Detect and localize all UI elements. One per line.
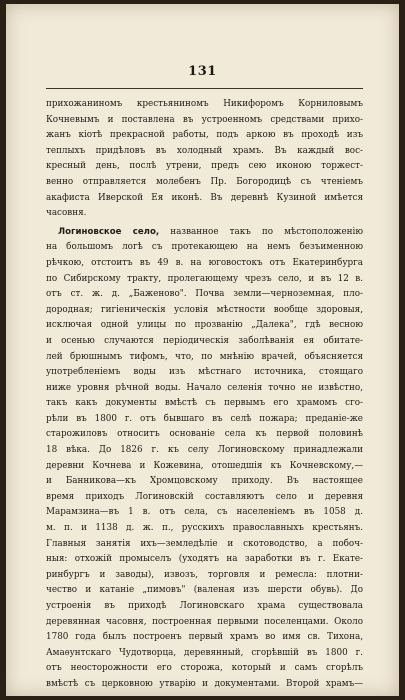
text-line: отъ неосторожности его сторожа, который и самъ сгорѣлъ bbox=[46, 663, 363, 674]
text-line: ниже уровня рѣчной воды. Начало селенія точно не извѣстно, bbox=[46, 382, 363, 393]
text-line: время приходъ Логиновскій составляютъ село и деревня bbox=[46, 491, 363, 502]
text-line: чество и катаніе „пимовъ" (валеная изъ шерсти обувь). До bbox=[46, 585, 363, 596]
page-number: 131 bbox=[188, 64, 217, 79]
text-line: такъ какъ документы вмѣстѣ съ первымъ его храмомъ сго- bbox=[46, 398, 363, 409]
text-line: теплыхъ придѣловъ въ холодный храмъ. Въ каждый вос- bbox=[46, 145, 363, 156]
text-line: Кочневымъ и поставлена въ устроенномъ средствами прихо- bbox=[46, 114, 363, 125]
text-line: ринбургъ и заводы), извозъ, торговля и ремесла: плотни- bbox=[46, 569, 363, 580]
text-line: рѣчкою, отстоитъ въ 49 в. на юговостокъ отъ Екатеринбурга bbox=[46, 257, 363, 268]
paragraph-2 bbox=[46, 225, 363, 693]
text-line: и осенью случаются періодическія заболѣванія ея обитате- bbox=[46, 335, 363, 346]
text-line: м. п. и 1138 д. ж. п., русскихъ православныхъ крестьянъ. bbox=[46, 523, 363, 534]
text-line: 18 вѣка. До 1826 г. къ селу Логиновскому принадлежали bbox=[46, 445, 363, 456]
text-line: устроенія въ приходѣ Логиновскаго храма существовала bbox=[46, 601, 363, 611]
text-line: Амаѳунтскаго Чудотворца, деревянный, сгорѣвшій въ 1800 г. bbox=[46, 647, 363, 658]
paragraph-1 bbox=[46, 97, 363, 222]
text-line: старожиловъ относитъ основаніе села къ первой половинѣ bbox=[46, 429, 363, 440]
text-line: дородная; гигіеническія условія мѣстности вообще здоровыя, bbox=[46, 304, 363, 315]
text-line: прихожаниномъ крестьяниномъ Никифоромъ Корниловымъ bbox=[46, 99, 363, 109]
text-line: Марамзина—въ 1 в. отъ села, съ населеніемъ въ 1058 д. bbox=[46, 507, 363, 518]
text-line: деревянная часовня, построенная первыми поселенцами. Около bbox=[46, 616, 363, 627]
text-line: употребленіемъ воды изъ мѣстнаго источника, стоящаго bbox=[46, 367, 363, 378]
book-page bbox=[6, 4, 399, 696]
text-line: часовня. bbox=[46, 208, 87, 219]
text-fragment: названное такъ по мѣстоположенію bbox=[170, 226, 363, 237]
header-rule bbox=[46, 88, 363, 89]
text-line: ныя: отхожій промыселъ (уходятъ на заработки въ г. Екате- bbox=[46, 554, 363, 565]
section-heading: Логиновское село, bbox=[58, 226, 160, 237]
text-line: рѣли въ 1800 г. отъ бывшаго въ селѣ пожара; преданіе-же bbox=[46, 413, 363, 424]
text-line: Главныя занятія ихъ—земледѣліе и скотоводство, а побоч- bbox=[46, 538, 363, 549]
text-line: 1780 года былъ построенъ первый храмъ во имя св. Тихона, bbox=[46, 632, 363, 643]
page-body bbox=[46, 97, 363, 693]
text-line: на большомъ логѣ съ протекающею на немъ безъименною bbox=[46, 242, 363, 253]
text-line: по Сибирскому тракту, пролегающему чрезъ село, и въ 12 в. bbox=[46, 273, 363, 284]
text-line: жанъ кіотѣ прекрасной работы, подъ аркою въ проходѣ изъ bbox=[46, 130, 363, 141]
text-line: акафиста Иверской Ея иконѣ. Въ деревнѣ Кузиной имѣется bbox=[46, 192, 363, 203]
text-line: лей брюшнымъ тифомъ, что, по мнѣнію врачей, объясняется bbox=[46, 351, 363, 362]
text-line: отъ ст. ж. д. „Баженово". Почва земли—черноземная, пло- bbox=[46, 289, 363, 300]
text-line: и Банникова—къ Хромцовскому приходу. Въ настоящее bbox=[46, 476, 363, 487]
text-line-first bbox=[46, 225, 363, 241]
text-line: кресный день, послѣ утрени, предъ сею иконою торжест- bbox=[46, 161, 363, 172]
text-line: вмѣстѣ съ церковною утварію и документами. Второй храмъ— bbox=[46, 678, 363, 689]
text-line: деревни Кочнева и Кожевина, отошедшія къ Кочневскому,— bbox=[46, 460, 363, 471]
text-line: венно отправляется молебенъ Пр. Богородицѣ съ чтеніемъ bbox=[46, 176, 363, 187]
text-line: исключая одной улицы по прозванію „Далека", гдѣ весною bbox=[46, 320, 363, 331]
